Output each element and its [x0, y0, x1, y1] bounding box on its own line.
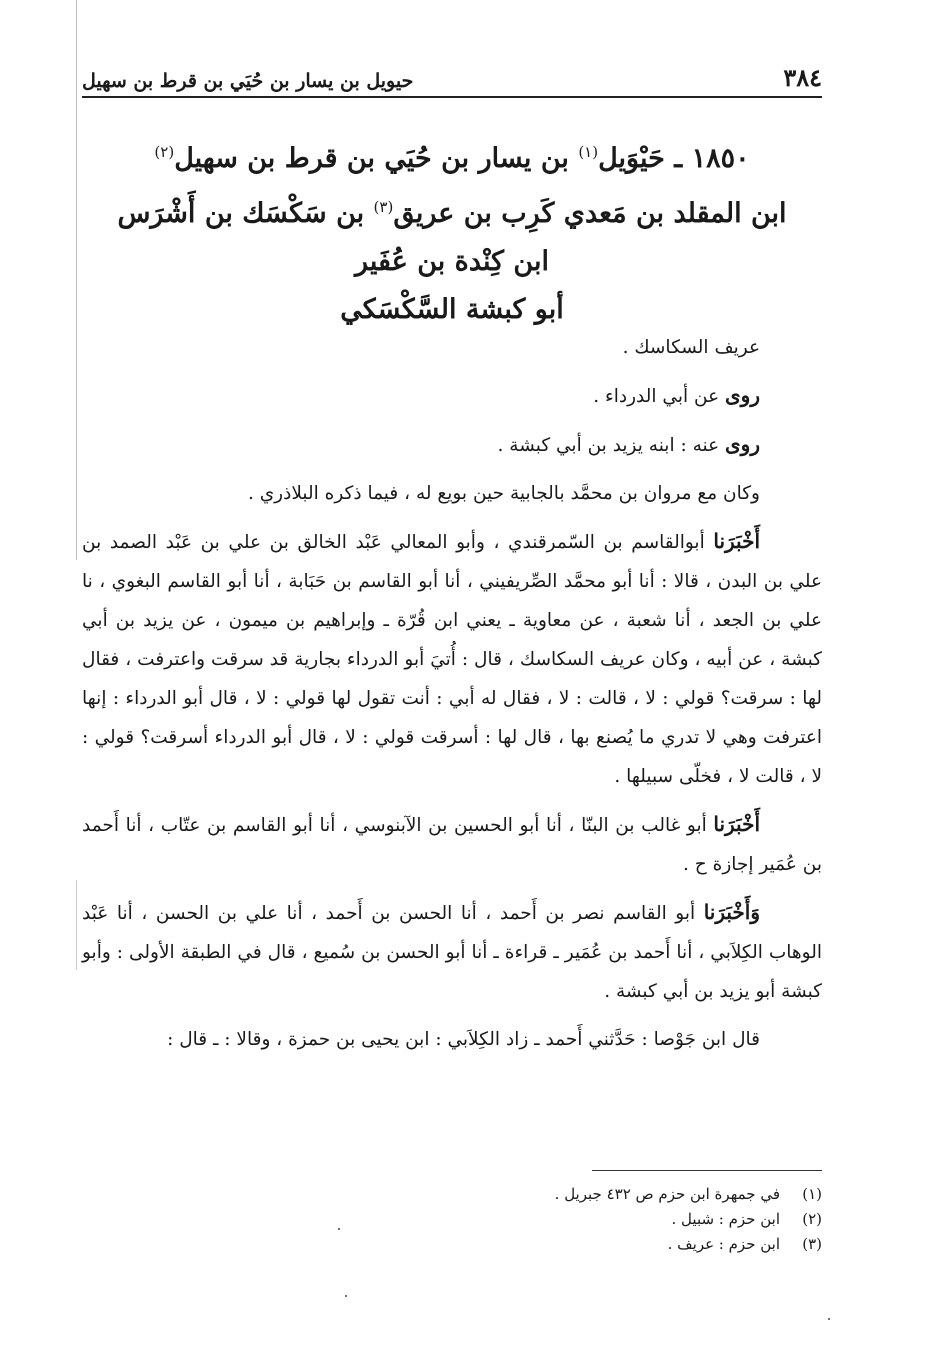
footnotes: [300, 1182, 822, 1257]
paragraph-5-text: أبوالقاسم بن السّمرقندي ، وأبو المعالي عَبْد الخالق بن علي بن عَبْد الصمد بن علي بن البدن ، قالا : أنا أبو محمَّد الصِّريفيني ، أنا أبو القاسم بن حَبَابة ، أنا أبو القاسم البغوي ، نا علي بن الجعد ، أنا شعبة ، عن معاوية ـ يعني ابن قُرّة ـ وإبراهيم بن ميمون ، عن يزيد بن أبي كبشة ، عن أبيه ، وكان عريف السكاسك ، قال : أُتيَ أبو الدرداء بجارية قد سرقت واعترفت ، فقال لها : سرقت؟ قولي : لا ، قالت : لا ، فقال له أبي : أنت تقول لها قولي : لا ، قال أبو الدرداء : إنها اعترفت وهي لا تدري ما يُصنع بها ، قال لها : أسرقت قولي : لا ، قال أبو الدرداء أسرقت؟ قولي : لا ، قالت لا ، فخلّى سبيلها .: [82, 532, 822, 787]
footnote-ref-3: (٣): [373, 198, 394, 216]
paragraph-5: [82, 522, 822, 796]
paragraph-7-text: أبو القاسم نصر بن أَحمد ، أنا الحسن بن أَحمد ، أنا علي بن الحسن ، أنا عَبْد الوهاب الكِلاَبي ، أنا أَحمد بن عُمَير ـ قراءة ـ أنا أبو الحسن بن سُميع ، قال في الطبقة الأولى : وأبو كبشة أبو يزيد بن أبي كبشة .: [82, 903, 822, 1002]
footnote-1: [300, 1182, 822, 1207]
body-text: [82, 328, 822, 1068]
entry-kunya: أبو كبشة السَّكْسَكي: [340, 294, 564, 325]
entry-name-cont: بن يسار بن حُيَي بن قرط بن سهيل: [174, 143, 579, 174]
paragraph-2: [82, 376, 822, 416]
paragraph-1: عريف السكاسك .: [622, 337, 760, 358]
footnote-number: (٢): [802, 1210, 822, 1228]
footnote-number: (٣): [802, 1235, 822, 1253]
scan-edge-line-lower: [76, 880, 77, 970]
entry-lineage-cont: بن سَكْسَك بن أَشْرَس: [117, 198, 374, 229]
scan-speck: [828, 1318, 830, 1320]
paragraph-4: وكان مع مروان بن محمَّد بالجابية حين بويع له ، فيما ذكره البلاذري .: [247, 483, 760, 504]
entry-heading-line-2: [82, 183, 822, 238]
footnote-text: في جمهرة ابن حزم ص ٤٣٢ جبريل .: [554, 1185, 780, 1203]
paragraph-3-text: عنه : ابنه يزيد بن أبي كبشة .: [497, 435, 726, 456]
footnote-number: (١): [802, 1185, 822, 1203]
footnote-2: [300, 1207, 822, 1232]
entry-heading-line-3: ابن كِنْدة بن عُفَير: [355, 246, 549, 277]
entry-name-start: ١٨٥٠ ـ حَيْوَيل: [598, 143, 750, 174]
running-title: حيويل بن يسار بن حُيَي بن قرط بن سهيل: [82, 70, 414, 92]
footnote-ref-2: (٢): [154, 143, 175, 161]
entry-heading-line-1: [82, 128, 822, 183]
paragraph-2-text: عن أبي الدرداء .: [593, 386, 726, 407]
paragraph-3: [82, 425, 822, 465]
footnote-3: [300, 1232, 822, 1257]
keyword-akhbarana: أَخْبَرَنا: [713, 812, 760, 836]
footnote-text: ابن حزم : عريف .: [667, 1235, 780, 1253]
footnote-ref-1: (١): [578, 143, 599, 161]
page-number: ٣٨٤: [783, 63, 822, 92]
footnote-separator: [592, 1170, 822, 1171]
keyword-akhbarana: أَخْبَرَنا: [713, 529, 760, 553]
keyword-wa-akhbarana: وَأَخْبَرَنا: [703, 900, 760, 924]
keyword-rawa: روى: [725, 432, 760, 456]
running-header: [82, 58, 822, 98]
entry-heading: [82, 128, 822, 334]
scan-edge-line: [76, 0, 77, 560]
paragraph-8: قال ابن جَوْصا : حَدَّثني أَحمد ـ زاد الكِلاَبي : ابن يحيى بن حمزة ، وقالا : ـ قال :: [167, 1029, 760, 1050]
paragraph-6: [82, 805, 822, 884]
keyword-rawa: روى: [725, 383, 760, 407]
scan-speck: [338, 1228, 340, 1230]
paragraph-7: [82, 893, 822, 1011]
footnote-text: ابن حزم : شبيل .: [671, 1210, 780, 1228]
paragraph-6-text: أبو غالب بن البنّا ، أنا أبو الحسين بن الآبنوسي ، أنا أبو القاسم بن عتّاب ، أنا أَحمد بن عُمَير إجازة ح .: [82, 815, 822, 875]
entry-lineage-start: ابن المقلد بن مَعدي كَرِب بن عريق: [393, 198, 787, 229]
scan-speck: [345, 1295, 347, 1297]
